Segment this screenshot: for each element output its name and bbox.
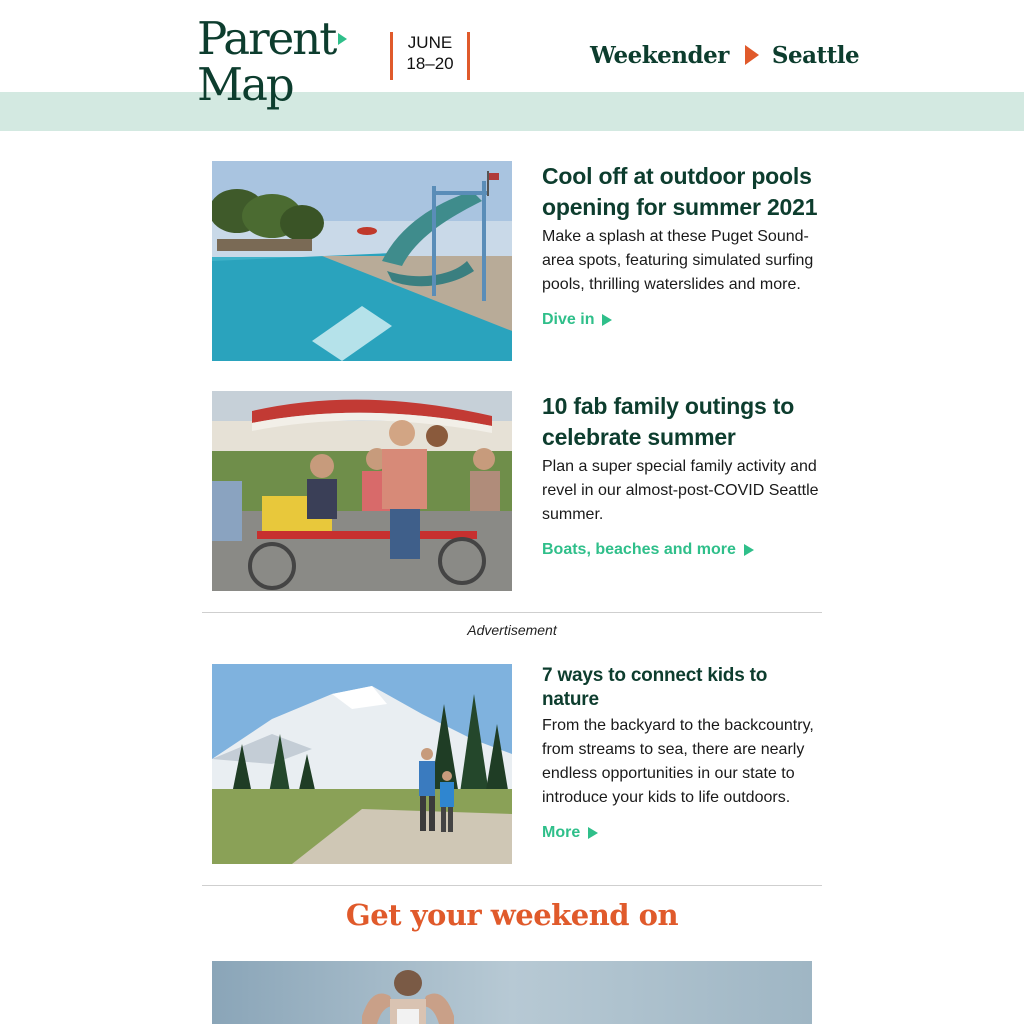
dates-month: JUNE (407, 33, 453, 52)
dive-in-link[interactable] (542, 311, 612, 329)
logo-triangle-icon (338, 33, 347, 45)
cta-label: More (542, 824, 581, 841)
sponsored-description: From the backyard to the backcountry, from streams to sea, there are nearly endless opportunities in our state to introduce your kids to life outdoors. (542, 717, 814, 806)
more-link[interactable] (542, 824, 598, 842)
play-arrow-icon (588, 827, 598, 839)
divider (202, 612, 822, 613)
orange-arrow-icon (745, 45, 759, 65)
newsletter-title (590, 38, 859, 72)
section-heading: Get your weekend on (345, 898, 679, 932)
article-title[interactable]: 10 fab family outings to celebrate summer (542, 393, 795, 450)
pool-photo[interactable] (212, 161, 512, 361)
newsletter-city: Seattle (771, 41, 860, 69)
article-description: Make a splash at these Puget Sound-area spots, featuring simulated surfing pools, thrilling waterslides and more. (542, 228, 814, 293)
issue-dates (390, 32, 470, 80)
dates-days: 18–20 (406, 54, 454, 73)
sponsored-body (542, 664, 824, 842)
parentmap-logo[interactable] (197, 12, 357, 120)
cta-label: Boats, beaches and more (542, 541, 736, 558)
header-band (0, 92, 1024, 131)
article-body (542, 391, 824, 559)
advertisement-label: Advertisement (467, 622, 557, 638)
newsletter-name: Weekender (590, 41, 729, 69)
logo-word-map: Map (197, 58, 293, 111)
logo-word-parent: Parent (197, 12, 336, 65)
boats-beaches-link[interactable] (542, 541, 754, 559)
play-arrow-icon (602, 314, 612, 326)
article-title[interactable]: Cool off at outdoor pools opening for summer 2021 (542, 163, 818, 220)
family-surrey-photo[interactable] (212, 391, 512, 591)
cta-label: Dive in (542, 311, 595, 328)
sponsored-title[interactable]: 7 ways to connect kids to nature (542, 665, 768, 710)
article-description: Plan a super special family activity and revel in our almost-post-COVID Seattle summer. (542, 458, 819, 523)
email-header (0, 0, 1024, 131)
article-body (542, 161, 824, 329)
divider (202, 885, 822, 886)
weekend-hero-photo[interactable] (212, 961, 812, 1024)
mountain-hike-photo[interactable] (212, 664, 512, 864)
play-arrow-icon (744, 544, 754, 556)
